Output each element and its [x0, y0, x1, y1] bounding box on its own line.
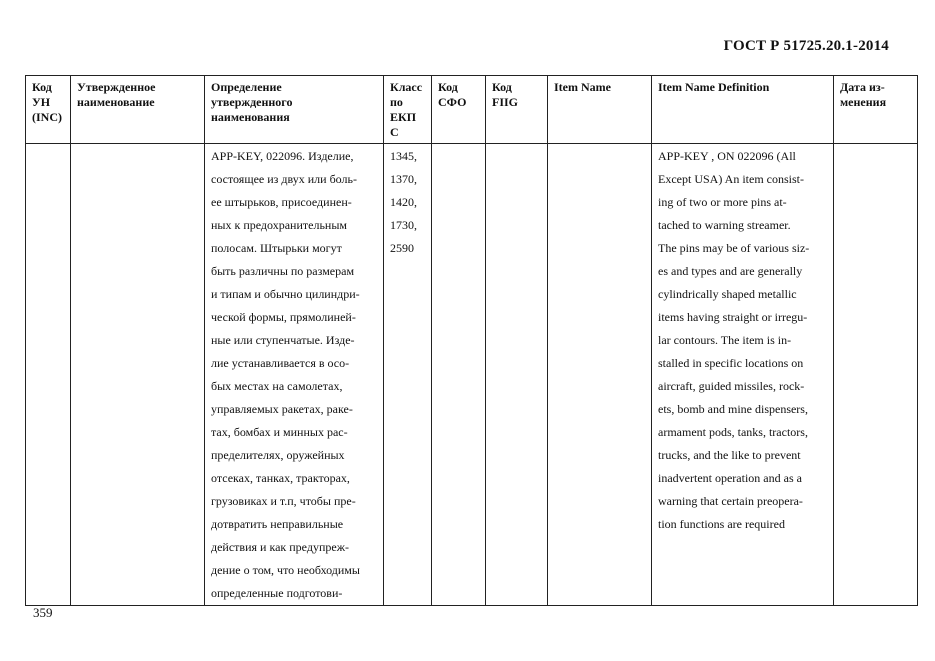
header-line: Item Name Definition	[658, 80, 770, 94]
header-item-name	[548, 76, 652, 144]
header-line: менения	[840, 95, 887, 109]
cell-text-line: управляемых ракетах, раке-	[211, 402, 353, 416]
table-header-row	[26, 76, 918, 144]
cell-text-line: items having straight or irregu-	[658, 310, 808, 324]
cell-text-line: cylindrically shaped metallic	[658, 287, 797, 301]
cell-text-line: Except USA) An item consist-	[658, 172, 804, 186]
document-title: ГОСТ Р 51725.20.1-2014	[723, 38, 889, 54]
cell-text-line: armament pods, tanks, tractors,	[658, 425, 808, 439]
cell-fiig-code	[486, 144, 548, 606]
header-line: С	[390, 125, 399, 139]
cell-definition-ru	[205, 144, 384, 606]
cell-change-date	[834, 144, 918, 606]
cell-text-line: 1370,	[390, 172, 417, 186]
cell-text-line: ных к предохранительным	[211, 218, 347, 232]
header-line: Утвержденное	[77, 80, 156, 94]
header-line: Определение	[211, 80, 282, 94]
cell-approved-name	[71, 144, 205, 606]
header-item-name-definition	[652, 76, 834, 144]
header-line: наименования	[211, 110, 290, 124]
header-line: Код	[492, 80, 512, 94]
header-line: наименование	[77, 95, 155, 109]
cell-text-line: APP-KEY, 022096. Изделие,	[211, 149, 354, 163]
cell-item-name	[548, 144, 652, 606]
header-line: Код	[32, 80, 52, 94]
header-line: Код	[438, 80, 458, 94]
cell-text-line: бых местах на самолетах,	[211, 379, 343, 393]
cell-text-line: тах, бомбах и минных рас-	[211, 425, 348, 439]
cell-text-line: отсеках, танках, тракторах,	[211, 471, 350, 485]
cell-text-line: дотвратить неправильные	[211, 517, 344, 531]
header-definition-ru	[205, 76, 384, 144]
cell-text-line: состоящее из двух или боль-	[211, 172, 357, 186]
header-approved-name	[71, 76, 205, 144]
table-row	[26, 144, 918, 606]
header-line: (INC)	[32, 110, 62, 124]
cell-text-line: warning that certain preopera-	[658, 494, 803, 508]
cell-text-line: ные или ступенчатые. Изде-	[211, 333, 355, 347]
cell-text-line: stalled in specific locations on	[658, 356, 804, 370]
cell-text-line: ее штырьков, присоединен-	[211, 195, 352, 209]
cell-text-line: lar contours. The item is in-	[658, 333, 792, 347]
header-inc-code	[26, 76, 71, 144]
header-fiig-code	[486, 76, 548, 144]
header-line: ЕКП	[390, 110, 417, 124]
header-ekps-class	[384, 76, 432, 144]
cell-text-line: inadvertent operation and as a	[658, 471, 802, 485]
cell-ekps-class	[384, 144, 432, 606]
cell-text-line: пределителях, оружейных	[211, 448, 345, 462]
header-line: Класс	[390, 80, 423, 94]
cell-sfo-code	[432, 144, 486, 606]
header-line: FIIG	[492, 95, 519, 109]
cell-text-line: 1730,	[390, 218, 417, 232]
header-line: утвержденного	[211, 95, 293, 109]
cell-text-line: и типам и обычно цилиндри-	[211, 287, 360, 301]
header-line: Item Name	[554, 80, 611, 94]
classification-table	[25, 75, 918, 606]
cell-text-line: полосам. Штырьки могут	[211, 241, 342, 255]
cell-text-line: The pins may be of various siz-	[658, 241, 810, 255]
cell-text-line: грузовиках и т.п, чтобы пре-	[211, 494, 356, 508]
cell-text-line: trucks, and the like to prevent	[658, 448, 801, 462]
cell-text-line: ets, bomb and mine dispensers,	[658, 402, 808, 416]
cell-text-line: 2590	[390, 241, 414, 255]
header-line: Дата из-	[840, 80, 885, 94]
cell-text-line: быть различны по размерам	[211, 264, 355, 278]
cell-text-line: ing of two or more pins at-	[658, 195, 787, 209]
cell-definition-en	[652, 144, 834, 606]
cell-text-line: aircraft, guided missiles, rock-	[658, 379, 805, 393]
cell-text-line: tached to warning streamer.	[658, 218, 791, 232]
cell-text-line: определенные подготови-	[211, 586, 343, 600]
cell-text-line: APP-KEY , ON 022096 (All	[658, 149, 796, 163]
header-change-date	[834, 76, 918, 144]
cell-text-line: дение о том, что необходимы	[211, 563, 360, 577]
cell-inc-code	[26, 144, 71, 606]
cell-text-line: 1420,	[390, 195, 417, 209]
page-number: 359	[33, 605, 53, 620]
header-line: УН	[32, 95, 51, 109]
cell-text-line: 1345,	[390, 149, 417, 163]
header-line: по	[390, 95, 403, 109]
cell-text-line: действия и как предупреж-	[211, 540, 349, 554]
cell-text-line: es and types and are generally	[658, 264, 803, 278]
header-sfo-code	[432, 76, 486, 144]
cell-text-line: лие устанавливается в осо-	[211, 356, 350, 370]
cell-text-line: tion functions are required	[658, 517, 785, 531]
cell-text-line: ческой формы, прямолиней-	[211, 310, 356, 324]
header-line: СФО	[438, 95, 467, 109]
